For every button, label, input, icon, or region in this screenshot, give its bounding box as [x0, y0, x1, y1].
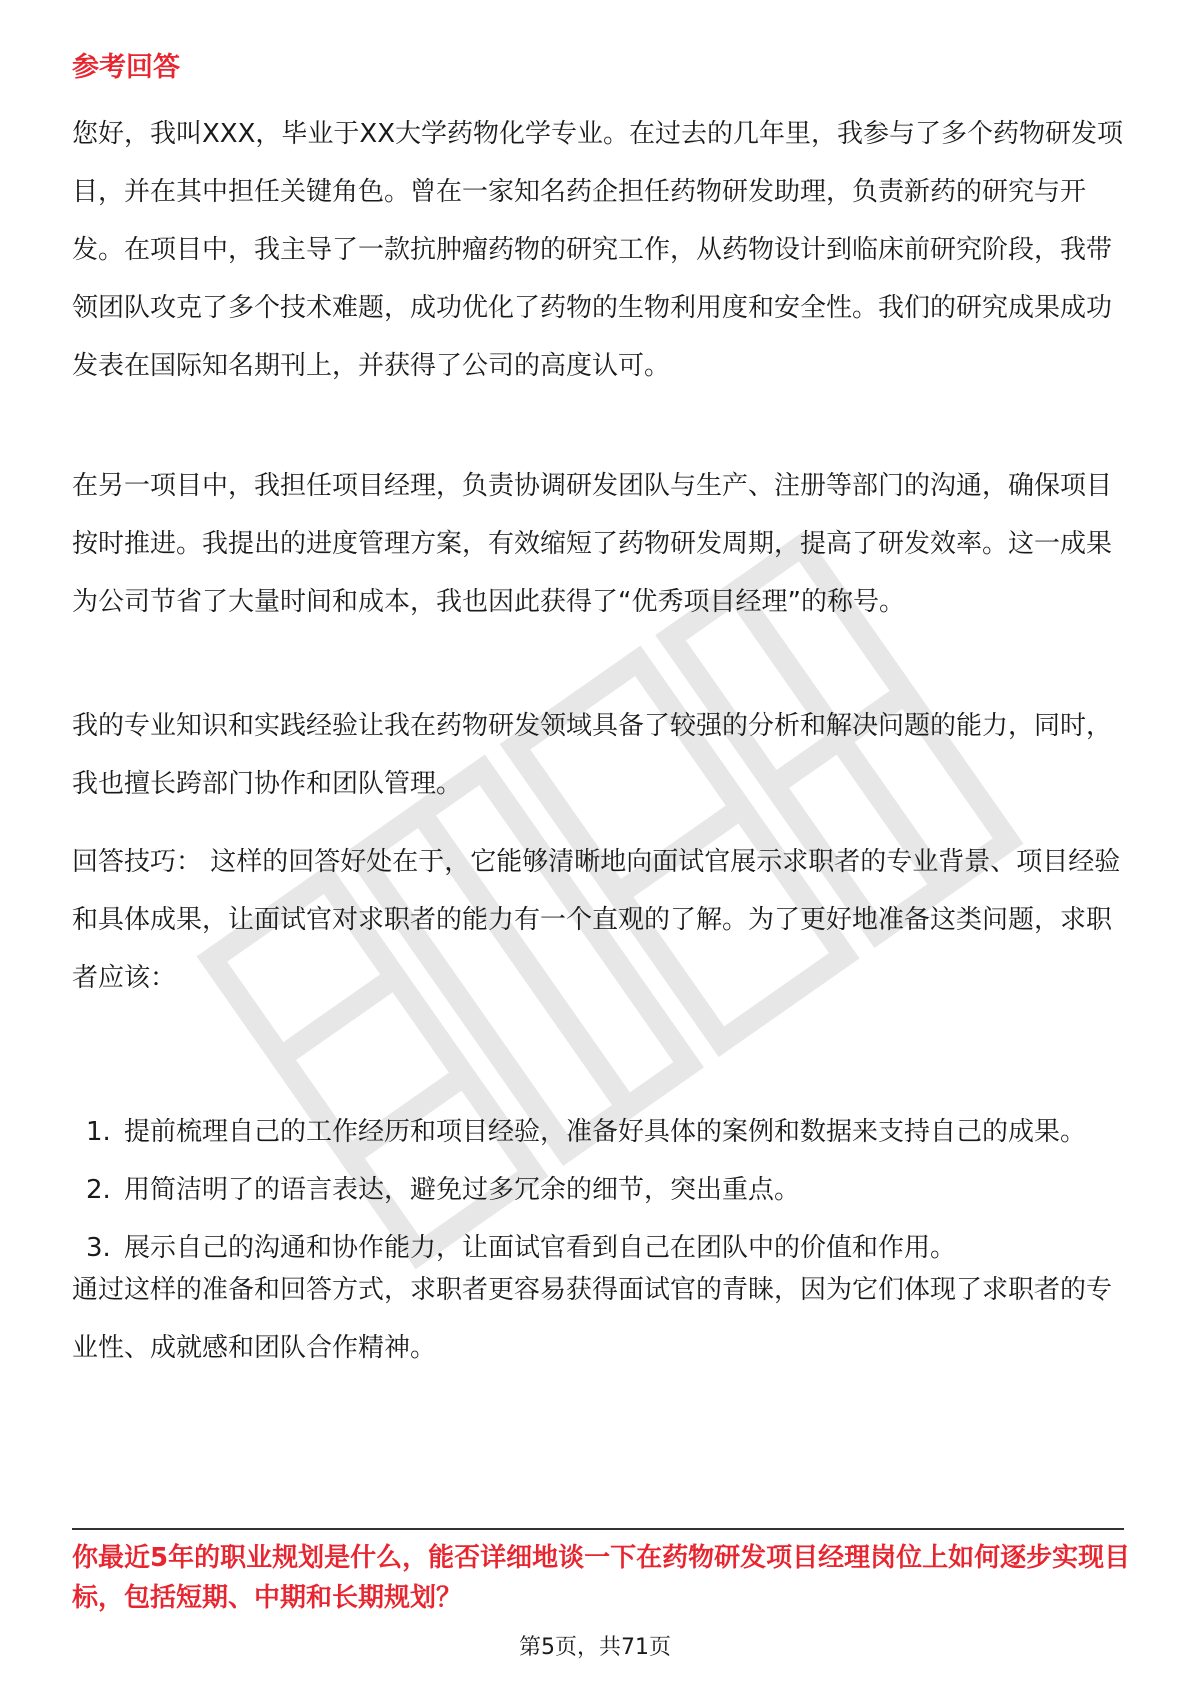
answer-paragraph-1: 您好，我叫XXX，毕业于XX大学药物化学专业。在过去的几年里，我参与了多个药物研发项目，并在其中担任关键角色。曾在一家知名药企担任药物研发助理，负责新药的研究与开发。在项目中，我主导了一款抗肿瘤药物的研究工作，从药物设计到临床前研究阶段，我带领团队攻克了多个技术难题，成功优化了药物的生物利用度和安全性。我们的研究成果成功发表在国际知名期刊上，并获得了公司的高度认可。 — [72, 119, 1124, 381]
list-item — [72, 1161, 1132, 1219]
list-item-text: 展示自己的沟通和协作能力，让面试官看到自己在团队中的价值和作用。 — [124, 1233, 957, 1263]
section-heading: 参考回答 — [72, 52, 180, 83]
list-item-text: 提前梳理自己的工作经历和项目经验，准备好具体的案例和数据来支持自己的成果。 — [124, 1117, 1087, 1147]
list-item-text: 用简洁明了的语言表达，避免过多冗余的细节，突出重点。 — [124, 1175, 801, 1205]
closing-paragraph: 通过这样的准备和回答方式，求职者更容易获得面试官的青睐，因为它们体现了求职者的专业性、成就感和团队合作精神。 — [72, 1275, 1113, 1363]
list-item-number: 2. — [86, 1175, 111, 1205]
answer-paragraph-2: 在另一项目中，我担任项目经理，负责协调研发团队与生产、注册等部门的沟通，确保项目按时推进。我提出的进度管理方案，有效缩短了药物研发周期，提高了研发效率。这一成果为公司节省了大量时间和成本，我也因此获得了“优秀项目经理”的称号。 — [72, 471, 1113, 617]
answer-tips-intro: 回答技巧： 这样的回答好处在于，它能够清晰地向面试官展示求职者的专业背景、项目经验和具体成果，让面试官对求职者的能力有一个直观的了解。为了更好地准备这类问题，求职者应该： — [72, 847, 1121, 993]
list-item — [72, 1103, 1132, 1161]
section-divider — [72, 1528, 1124, 1530]
answer-paragraph-3: 我的专业知识和实践经验让我在药物研发领域具备了较强的分析和解决问题的能力，同时，我也擅长跨部门协作和团队管理。 — [72, 711, 1113, 799]
page-number: 第5页，共71页 — [519, 1635, 671, 1660]
tips-list — [72, 1103, 1132, 1277]
next-question-heading: 你最近5年的职业规划是什么，能否详细地谈一下在药物研发项目经理岗位上如何逐步实现目标，包括短期、中期和长期规划？ — [72, 1543, 1131, 1613]
list-item-number: 1. — [86, 1117, 111, 1147]
list-item-number: 3. — [86, 1233, 111, 1263]
